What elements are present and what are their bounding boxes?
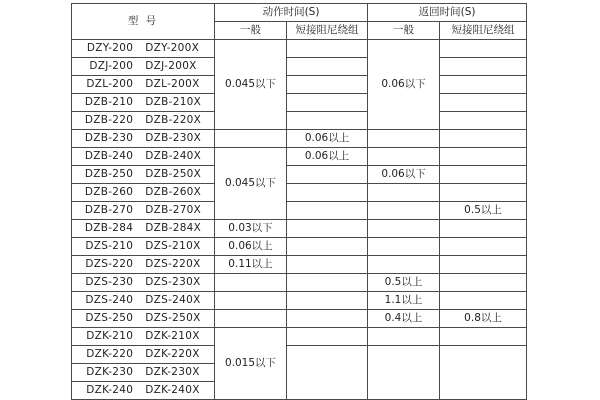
model-name-x: DZB-210X	[145, 96, 202, 108]
model-name-x: DZJ-200X	[145, 60, 197, 72]
empty-cell	[287, 58, 368, 76]
empty-cell	[287, 76, 368, 94]
act-gen-row12: 0.06以上	[215, 238, 287, 256]
table-row	[72, 166, 527, 184]
act-gen-row13: 0.11以上	[215, 256, 287, 274]
model-cell	[72, 256, 215, 274]
table-row	[72, 112, 527, 130]
model-name-x: DZK-240X	[145, 384, 200, 396]
empty-cell	[287, 274, 368, 292]
model-cell	[72, 76, 215, 94]
act-damp-row6: 0.06以上	[287, 130, 368, 148]
empty-cell	[440, 220, 527, 238]
empty-cell	[440, 274, 527, 292]
model-name: DZB-240	[84, 150, 134, 162]
empty-cell	[287, 112, 368, 130]
table-row	[72, 40, 527, 58]
act-gen-row11: 0.03以下	[215, 220, 287, 238]
empty-cell	[368, 130, 440, 148]
model-cell	[72, 328, 215, 346]
ret-damp-row16: 0.8以上	[440, 310, 527, 328]
model-name: DZB-270	[84, 204, 134, 216]
table-row	[72, 76, 527, 94]
ret-damp-row10: 0.5以上	[440, 202, 527, 220]
empty-cell	[368, 328, 440, 346]
model-name-x: DZS-210X	[145, 240, 201, 252]
empty-cell	[215, 130, 287, 148]
header-model: 型 号	[72, 4, 215, 40]
model-name: DZY-200	[86, 42, 134, 54]
table-row	[72, 202, 527, 220]
empty-cell	[368, 238, 440, 256]
table-row	[72, 220, 527, 238]
model-cell	[72, 184, 215, 202]
empty-cell	[368, 220, 440, 238]
table-row	[72, 274, 527, 292]
empty-merged-cell	[440, 346, 527, 400]
model-name-x: DZB-270X	[145, 204, 202, 216]
model-name-x: DZK-220X	[145, 348, 200, 360]
empty-cell	[368, 184, 440, 202]
empty-cell	[440, 238, 527, 256]
model-name: DZK-240	[86, 384, 134, 396]
empty-cell	[287, 184, 368, 202]
table-row	[72, 310, 527, 328]
header-row-groups	[72, 4, 527, 22]
empty-cell	[287, 256, 368, 274]
empty-cell	[215, 292, 287, 310]
model-name-x: DZB-240X	[145, 150, 202, 162]
model-cell	[72, 112, 215, 130]
ret-gen-merged-1-5: 0.06以下	[368, 40, 440, 130]
empty-cell	[440, 166, 527, 184]
table-row	[72, 184, 527, 202]
model-name-x: DZB-220X	[145, 114, 202, 126]
model-cell	[72, 130, 215, 148]
empty-cell	[287, 292, 368, 310]
model-cell	[72, 274, 215, 292]
act-damp-row7: 0.06以上	[287, 148, 368, 166]
model-name: DZS-210	[85, 240, 134, 252]
model-name: DZS-220	[85, 258, 134, 270]
model-cell	[72, 382, 215, 400]
model-name: DZK-210	[86, 330, 134, 342]
header-return-damping: 短接阻尼绕组	[440, 22, 527, 40]
empty-cell	[368, 148, 440, 166]
model-cell	[72, 346, 215, 364]
model-name-x: DZB-260X	[145, 186, 202, 198]
header-action-damping: 短接阻尼绕组	[287, 22, 368, 40]
empty-cell	[440, 148, 527, 166]
empty-cell	[440, 94, 527, 112]
empty-cell	[440, 112, 527, 130]
empty-cell	[215, 310, 287, 328]
act-gen-merged-1-5: 0.045以下	[215, 40, 287, 130]
table-row	[72, 58, 527, 76]
empty-cell	[440, 40, 527, 58]
model-name: DZB-210	[84, 96, 134, 108]
model-cell	[72, 364, 215, 382]
model-cell	[72, 220, 215, 238]
empty-cell	[287, 166, 368, 184]
table-row	[72, 148, 527, 166]
empty-cell	[287, 238, 368, 256]
empty-cell	[287, 328, 368, 346]
model-name: DZK-220	[86, 348, 134, 360]
empty-cell	[440, 328, 527, 346]
empty-cell	[440, 292, 527, 310]
empty-cell	[368, 256, 440, 274]
model-name: DZL-200	[86, 78, 134, 90]
model-name: DZB-260	[84, 186, 134, 198]
model-name-x: DZS-220X	[145, 258, 201, 270]
model-cell	[72, 310, 215, 328]
model-name-x: DZL-200X	[145, 78, 200, 90]
model-name: DZS-230	[85, 276, 134, 288]
model-name-x: DZS-240X	[145, 294, 201, 306]
ret-gen-row15: 1.1以上	[368, 292, 440, 310]
model-name-x: DZS-250X	[145, 312, 201, 324]
model-cell	[72, 202, 215, 220]
empty-cell	[440, 58, 527, 76]
model-name-x: DZS-230X	[145, 276, 201, 288]
model-name: DZB-284	[84, 222, 134, 234]
model-name-x: DZY-200X	[145, 42, 200, 54]
model-cell	[72, 58, 215, 76]
empty-cell	[215, 274, 287, 292]
empty-cell	[287, 310, 368, 328]
empty-cell	[368, 202, 440, 220]
model-name: DZJ-200	[89, 60, 134, 72]
empty-cell	[287, 220, 368, 238]
model-name: DZS-240	[85, 294, 134, 306]
header-return-time: 返回时间(S)	[368, 4, 527, 22]
model-cell	[72, 148, 215, 166]
header-return-general: 一般	[368, 22, 440, 40]
empty-cell	[440, 184, 527, 202]
model-name: DZK-230	[86, 366, 134, 378]
model-name: DZB-220	[84, 114, 134, 126]
header-action-general: 一般	[215, 22, 287, 40]
model-name: DZB-230	[84, 132, 134, 144]
empty-cell	[287, 202, 368, 220]
empty-merged-cell	[287, 346, 368, 400]
table-row	[72, 328, 527, 346]
ret-gen-row16: 0.4以上	[368, 310, 440, 328]
table-row	[72, 94, 527, 112]
model-name: DZS-250	[85, 312, 134, 324]
table-row	[72, 130, 527, 148]
model-name: DZB-250	[84, 168, 134, 180]
model-name-x: DZB-284X	[145, 222, 202, 234]
model-cell	[72, 94, 215, 112]
ret-gen-row8: 0.06以下	[368, 166, 440, 184]
relay-spec-table	[71, 3, 527, 400]
empty-cell	[287, 40, 368, 58]
model-name-x: DZK-230X	[145, 366, 200, 378]
model-cell	[72, 238, 215, 256]
act-gen-merged-17-20: 0.015以下	[215, 328, 287, 400]
model-cell	[72, 166, 215, 184]
model-name-x: DZB-230X	[145, 132, 202, 144]
table-row	[72, 292, 527, 310]
table-row	[72, 256, 527, 274]
table-row	[72, 346, 527, 364]
model-name-x: DZK-210X	[145, 330, 200, 342]
model-cell	[72, 292, 215, 310]
empty-cell	[287, 94, 368, 112]
model-cell	[72, 40, 215, 58]
table-row	[72, 238, 527, 256]
act-gen-merged-7-10: 0.045以下	[215, 148, 287, 220]
empty-cell	[440, 256, 527, 274]
empty-cell	[440, 130, 527, 148]
model-name-x: DZB-250X	[145, 168, 202, 180]
ret-gen-row14: 0.5以上	[368, 274, 440, 292]
empty-cell	[440, 76, 527, 94]
header-action-time: 动作时间(S)	[215, 4, 368, 22]
empty-merged-cell	[368, 346, 440, 400]
